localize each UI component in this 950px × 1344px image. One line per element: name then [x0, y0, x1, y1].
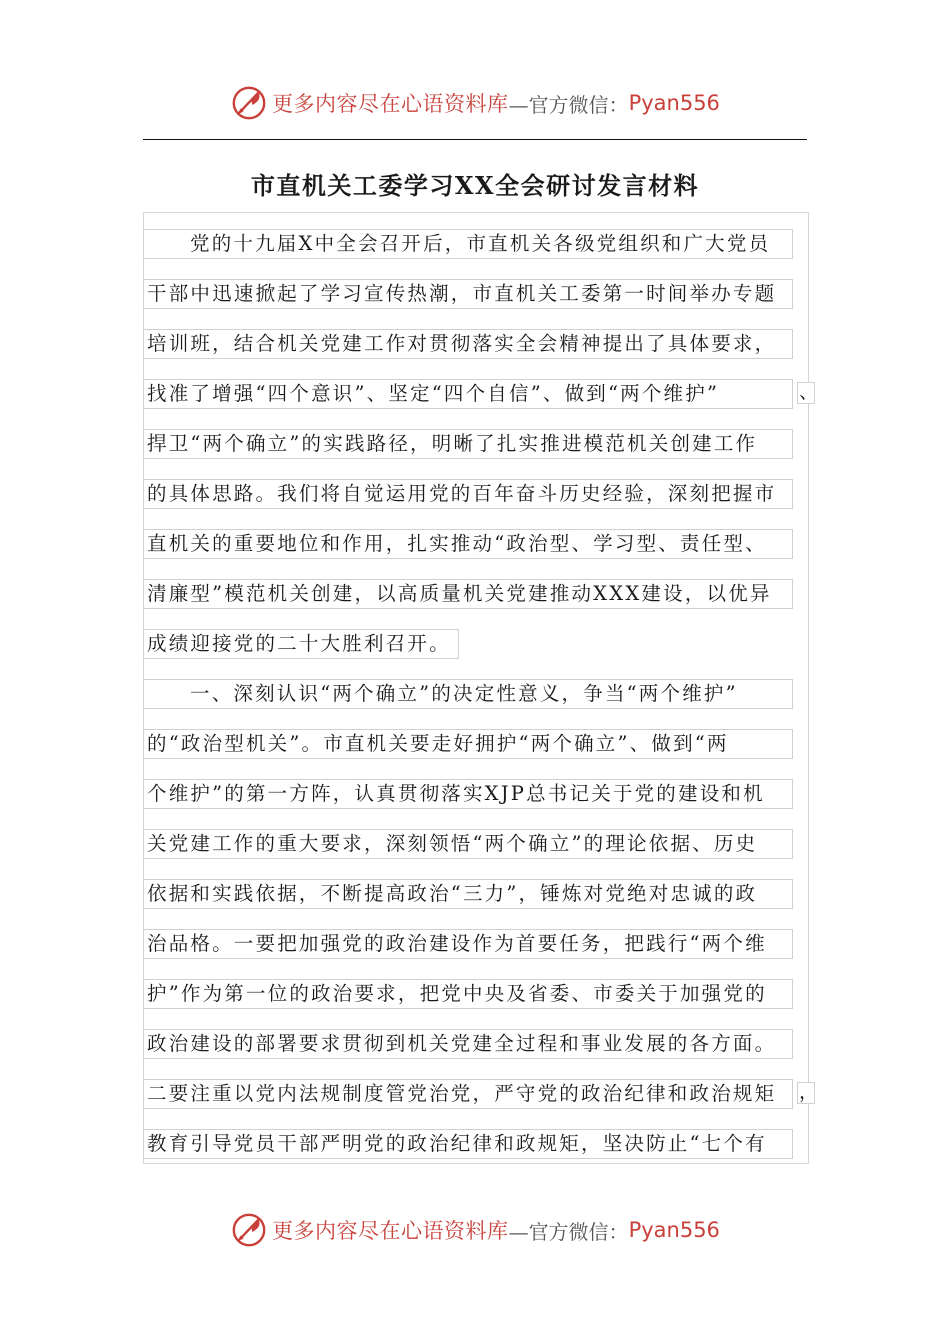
- body-line: 党的十九届X中全会召开后，市直机关各级党组织和广大党员: [143, 229, 793, 259]
- overflow-punctuation: 、: [799, 381, 819, 403]
- footer-banner: [0, 1205, 950, 1255]
- body-line: 培训班，结合机关党建工作对贯彻落实全会精神提出了具体要求，: [143, 329, 793, 359]
- body-line: 护”作为第一位的政治要求，把党中央及省委、市委关于加强党的: [143, 979, 793, 1009]
- body-line: 的“政治型机关”。市直机关要走好拥护“两个确立”、做到“两: [143, 729, 793, 759]
- body-line: 治品格。一要把加强党的政治建设作为首要任务，把践行“两个维: [143, 929, 793, 959]
- body-line: 依据和实践依据，不断提高政治“三力”，锤炼对党绝对忠诚的政: [143, 879, 793, 909]
- document-title: 市直机关工委学习XX全会研讨发言材料: [250, 171, 700, 200]
- banner-site-text: 更多内容尽在心语资料库: [272, 92, 509, 116]
- banner-wechat-id: Pyan556: [628, 1218, 720, 1242]
- body-line: 捍卫“两个确立”的实践路径，明晰了扎实推进模范机关创建工作: [143, 429, 793, 459]
- body-line: 找准了增强“四个意识”、坚定“四个自信”、做到“两个维护”: [143, 379, 793, 409]
- body-line: 的具体思路。我们将自觉运用党的百年奋斗历史经验，深刻把握市: [143, 479, 793, 509]
- banner-site-text: 更多内容尽在心语资料库: [272, 1219, 509, 1243]
- body-line: 教育引导党员干部严明党的政治纪律和政规矩，坚决防止“七个有: [143, 1129, 793, 1159]
- quill-logo-icon: [230, 1211, 268, 1249]
- body-line: 清廉型”模范机关创建，以高质量机关党建推动XXX建设，以优异: [143, 579, 793, 609]
- header-rule: [143, 139, 807, 140]
- body-line: 成绩迎接党的二十大胜利召开。: [143, 629, 459, 659]
- banner-wechat-label: —官方微信：: [508, 1219, 629, 1244]
- quill-logo-icon: [230, 84, 268, 122]
- body-line: 政治建设的部署要求贯彻到机关党建全过程和事业发展的各方面。: [143, 1029, 793, 1059]
- body-line: 二要注重以党内法规制度管党治党，严守党的政治纪律和政治规矩: [143, 1079, 793, 1109]
- body-line: 直机关的重要地位和作用，扎实推动“政治型、学习型、责任型、: [143, 529, 793, 559]
- body-line: 干部中迅速掀起了学习宣传热潮，市直机关工委第一时间举办专题: [143, 279, 793, 309]
- body-line: 一、深刻认识“两个确立”的决定性意义，争当“两个维护”: [143, 679, 793, 709]
- body-line: 个维护”的第一方阵，认真贯彻落实XJP总书记关于党的建设和机: [143, 779, 793, 809]
- header-banner: [0, 78, 950, 128]
- overflow-punctuation: ，: [799, 1081, 819, 1103]
- banner-wechat-id: Pyan556: [628, 91, 720, 115]
- body-line: 关党建工作的重大要求，深刻领悟“两个确立”的理论依据、历史: [143, 829, 793, 859]
- banner-wechat-label: —官方微信：: [508, 92, 629, 117]
